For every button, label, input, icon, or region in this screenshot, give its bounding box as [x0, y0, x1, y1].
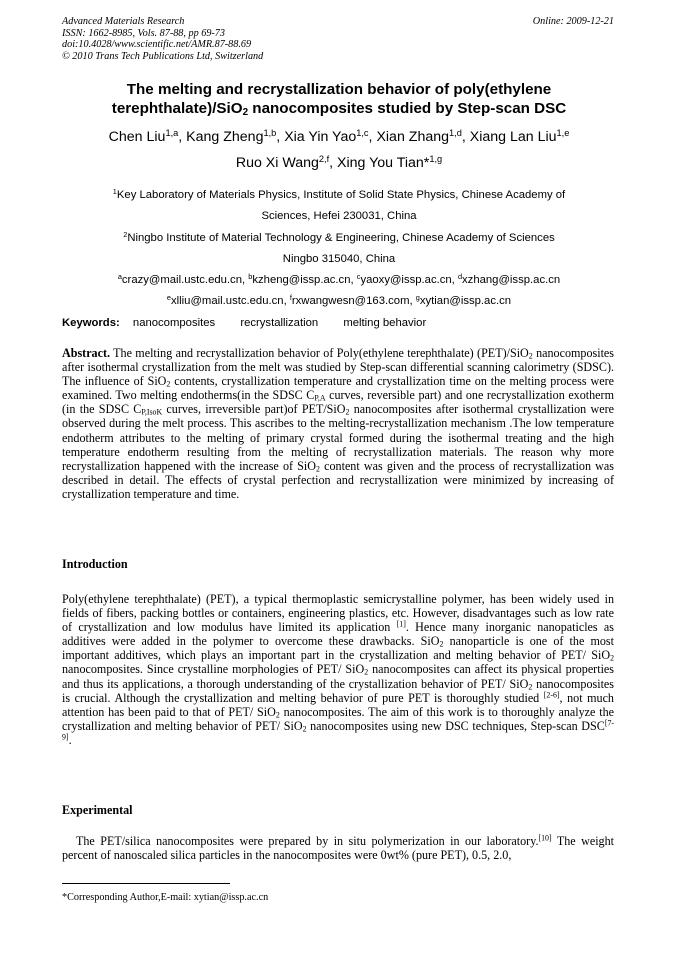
keyword: melting behavior	[343, 317, 427, 329]
abstract-label: Abstract.	[62, 346, 111, 360]
doi-line: doi:10.4028/www.scientific.net/AMR.87-88.69	[62, 39, 252, 51]
author: Kang Zheng$^{1,b}$,	[186, 127, 285, 145]
affiliation-2-cont: Ningbo 315040, China	[282, 252, 396, 265]
keyword: nanocomposites	[132, 317, 216, 329]
affiliations	[62, 185, 616, 313]
abstract: Abstract. The melting and recrystallization behavior of Poly(ethylene terephthalate) (PET)/SiO$_2$ nanocomposites after isothermal crystallization from the melt was studied by Step-scan differential scanning calorimetry (SDSC). The influence of SiO$_2$ contents, crystallization temperature and crystallization time on the melting process were examined. Two melting endotherms(in the SDSC $C_{P,A}$ curves, reversible part) and one recrystallization exotherm (in the SDSC $C_{P,IsoK}$ curves, irreversible part)of PET/SiO$_2$ nanocomposites after isothermal crystallization were observed during the melt process. This ascribes to the melting-recrystallization mechanism .The low temperature endotherm attributes to the melting of primary crystal formed during the isothermal treating and the high temperature endotherm resulting from the melting of recrystallization materials. The reason why more recrystallization happened with the increase of SiO$_2$ content was given and the process of recrystallization was described in detail. The effects of crystal perfection and recrystallization were minimized by increasing of crystallization temperature and time.	[62, 346, 615, 501]
email[interactable]: $^e$xlliu@mail.ustc.edu.cn,	[166, 293, 290, 308]
email[interactable]: $^g$xytian@issp.ac.cn	[415, 293, 512, 308]
title-line-2	[62, 99, 616, 118]
author: Xing You Tian*$^{1,g}$	[337, 153, 443, 171]
email-line-2	[62, 291, 616, 312]
citation[interactable]: [2-6]	[543, 690, 560, 700]
author: Ruo Xi Wang$^{2,f}$,	[235, 153, 338, 171]
author-line-1	[62, 124, 616, 150]
footnote-divider	[62, 883, 230, 884]
email[interactable]: $^c$yaoxy@issp.ac.cn,	[356, 272, 458, 287]
author: Chen Liu$^{1,a}$,	[108, 127, 187, 145]
author: Xiang Lan Liu$^{1,e}$	[469, 127, 570, 145]
author-list	[62, 124, 616, 176]
title-text: nanocomposites studied by Step-scan DSC	[248, 100, 567, 117]
keywords	[62, 315, 616, 331]
email[interactable]: $^d$xzhang@issp.ac.cn	[457, 272, 561, 287]
title-subscript: 2	[242, 106, 249, 118]
footnote: *Corresponding Author,E-mail: xytian@issp.ac.cn	[62, 892, 269, 903]
journal-name: Advanced Materials Research	[62, 16, 185, 27]
introduction-paragraph: Poly(ethylene terephthalate) (PET), a typical thermoplastic semicrystalline polymer, has been widely used in fields of fibers, packing bottles or containers, engineering plastics, etc. However, disadvantages such as low rate of crystallization and low modulus have limited its application [1]. Hence many inorganic nanopaticles as additives were added in the polymer to overcome these drawbacks. SiO$_2$ nanoparticle is one of the most important additives, which plays an important part in the crystallization and melting behavior of PET/ SiO$_2$ nanocomposites. Since crystalline morphologies of PET/ SiO$_2$ nanocomposites can affect its physical properties and thus its applications, a thorough understanding of the crystallization behavior of PET/ SiO$_2$ nanocomposites is crucial. Although the crystallization and melting behavior of pure PET is thoroughly studied [2-6], not much attention has been paid to that of PET/ SiO$_2$ nanocomposites. The aim of this work is to thoroughly analyze the crystallization and melting behavior of PET/ SiO$_2$ nanocomposites using new DSC techniques, Step-scan DSC[7-9].	[62, 592, 615, 747]
affiliation-1-cont: Sciences, Hefei 230031, China	[261, 210, 417, 223]
affiliation-1: $^1$Key Laboratory of Materials Physics, Institute of Solid State Physics, Chinese Academy of	[112, 186, 566, 201]
introduction-heading: Introduction	[62, 557, 128, 571]
author: Xian Zhang$^{1,d}$,	[376, 127, 470, 145]
author-line-2	[62, 150, 616, 176]
citation[interactable]: [1]	[396, 619, 406, 629]
keyword: recrystallization	[240, 317, 319, 329]
paper-title	[62, 80, 616, 118]
experimental-heading: Experimental	[62, 803, 133, 817]
author: Xia Yin Yao$^{1,c}$,	[284, 127, 377, 145]
experimental-paragraph: The PET/silica nanocomposites were prepared by in situ polymerization in our laboratory.[10] The weight percent of nanoscaled silica particles in the nanocomposites were 0wt% (pure PET), 0.5, 2.0,	[62, 833, 615, 863]
online-date: Online: 2009-12-21	[532, 16, 614, 27]
journal-header	[62, 16, 614, 62]
affiliation-2: $^2$Ningbo Institute of Material Technology & Engineering, Chinese Academy of Sciences	[123, 229, 555, 244]
email[interactable]: $^f$rxwangwesn@163.com,	[289, 293, 416, 308]
issn-line: ISSN: 1662-8985, Vols. 87-88, pp 69-73	[62, 27, 225, 39]
citation[interactable]: [7-9]	[62, 718, 614, 742]
keywords-label: Keywords:	[62, 317, 120, 329]
copyright-line: © 2010 Trans Tech Publications Ltd, Switzerland	[62, 50, 264, 62]
email-line-1	[62, 270, 616, 291]
citation[interactable]: [10]	[538, 833, 552, 843]
email[interactable]: $^b$kzheng@issp.ac.cn,	[248, 272, 357, 287]
title-text: terephthalate)/SiO	[111, 100, 243, 117]
email[interactable]: $^a$crazy@mail.ustc.edu.cn,	[117, 272, 249, 287]
title-line-1: The melting and recrystallization behavior of poly(ethylene	[126, 81, 552, 98]
